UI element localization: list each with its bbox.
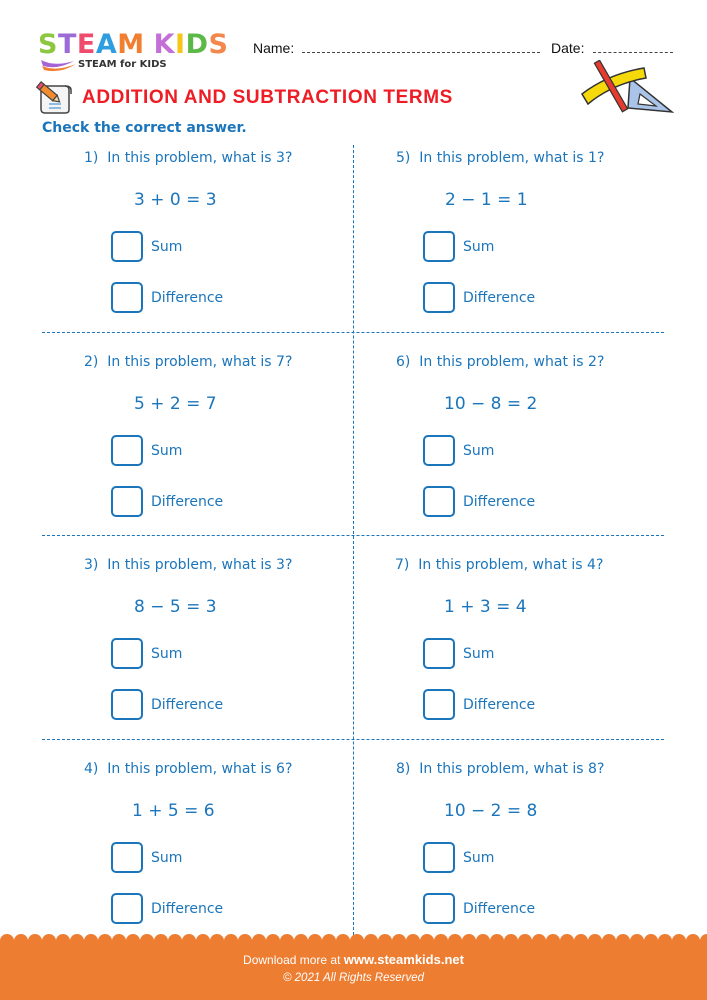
checkbox[interactable] [111, 486, 143, 517]
checkbox[interactable] [423, 893, 455, 924]
option-label: Sum [463, 442, 495, 459]
footer-bar [0, 940, 707, 1000]
worksheet-title: ADDITION AND SUBTRACTION TERMS [82, 87, 453, 108]
logo-letter: S [208, 29, 229, 60]
checkbox[interactable] [111, 282, 143, 313]
checkbox[interactable] [111, 842, 143, 873]
logo-letter: E [76, 29, 96, 60]
option-label: Sum [463, 849, 495, 866]
steam-kids-logo [38, 30, 238, 72]
logo-letter: D [185, 29, 209, 60]
checkbox[interactable] [423, 486, 455, 517]
date-label: Date: [551, 40, 585, 56]
question: 3) In this problem, what is 3? [84, 557, 293, 573]
logo-tagline: STEAM for KIDS [78, 59, 167, 70]
checkbox[interactable] [423, 842, 455, 873]
logo-swoosh-icon [40, 57, 80, 73]
option-label: Difference [151, 900, 224, 917]
option-difference[interactable] [423, 486, 535, 517]
question: 2) In this problem, what is 7? [84, 354, 293, 370]
option-label: Difference [463, 696, 536, 713]
option-difference[interactable] [423, 282, 535, 313]
equation: 10 − 8 = 2 [444, 394, 538, 414]
problem-3 [42, 552, 342, 752]
option-sum[interactable] [423, 435, 494, 466]
option-label: Sum [151, 442, 183, 459]
option-sum[interactable] [423, 231, 494, 262]
footer-download-text: Download more at www.steamkids.net [243, 952, 464, 967]
checkbox[interactable] [423, 689, 455, 720]
checkbox[interactable] [111, 689, 143, 720]
option-sum[interactable] [423, 842, 494, 873]
equation: 1 + 5 = 6 [132, 801, 215, 821]
problem-6 [353, 349, 653, 549]
checkbox[interactable] [111, 231, 143, 262]
equation: 5 + 2 = 7 [134, 394, 217, 414]
checkbox[interactable] [111, 638, 143, 669]
option-label: Difference [151, 493, 224, 510]
equation: 10 − 2 = 8 [444, 801, 538, 821]
checkbox[interactable] [111, 435, 143, 466]
option-difference[interactable] [111, 893, 223, 924]
option-label: Difference [151, 289, 224, 306]
logo-letter: T [57, 29, 77, 60]
logo-letter: M [117, 29, 145, 60]
checkbox[interactable] [423, 231, 455, 262]
option-label: Difference [463, 493, 536, 510]
footer-copyright: © 2021 All Rights Reserved [282, 972, 424, 984]
option-label: Sum [463, 645, 495, 662]
option-label: Difference [463, 900, 536, 917]
option-label: Difference [463, 289, 536, 306]
website-link[interactable]: www.steamkids.net [343, 952, 464, 967]
logo-wordmark [38, 30, 228, 60]
equation: 8 − 5 = 3 [134, 597, 217, 617]
logo-letter: I [175, 29, 186, 60]
option-difference[interactable] [111, 689, 223, 720]
option-label: Sum [151, 849, 183, 866]
equation: 3 + 0 = 3 [134, 190, 217, 210]
logo-letter: K [153, 29, 176, 60]
problem-1 [42, 145, 342, 345]
checkbox[interactable] [111, 893, 143, 924]
problem-5 [353, 145, 653, 345]
question: 4) In this problem, what is 6? [84, 761, 293, 777]
option-label: Difference [151, 696, 224, 713]
name-label: Name: [253, 40, 295, 56]
problem-8 [353, 756, 653, 956]
problems-grid [42, 145, 664, 935]
option-sum[interactable] [111, 231, 182, 262]
problem-7 [353, 552, 653, 752]
logo-letter: A [95, 29, 118, 60]
option-label: Sum [151, 238, 183, 255]
checkbox[interactable] [423, 435, 455, 466]
equation: 2 − 1 = 1 [445, 190, 528, 210]
instruction-text: Check the correct answer. [42, 120, 247, 136]
ruler-pencil-triangle-icon [578, 60, 674, 116]
question: 7) In this problem, what is 4? [395, 557, 604, 573]
option-difference[interactable] [111, 282, 223, 313]
option-difference[interactable] [423, 893, 535, 924]
worksheet-pencil-icon [35, 80, 75, 116]
option-difference[interactable] [423, 689, 535, 720]
name-input-line[interactable] [302, 52, 540, 53]
option-sum[interactable] [111, 842, 182, 873]
checkbox[interactable] [423, 638, 455, 669]
option-label: Sum [151, 645, 183, 662]
option-label: Sum [463, 238, 495, 255]
option-sum[interactable] [111, 435, 182, 466]
logo-letter: S [38, 29, 58, 60]
option-difference[interactable] [111, 486, 223, 517]
question: 5) In this problem, what is 1? [396, 150, 605, 166]
problem-2 [42, 349, 342, 549]
option-sum[interactable] [423, 638, 494, 669]
problem-4 [42, 756, 342, 956]
question: 8) In this problem, what is 8? [396, 761, 605, 777]
checkbox[interactable] [423, 282, 455, 313]
equation: 1 + 3 = 4 [444, 597, 527, 617]
question: 1) In this problem, what is 3? [84, 150, 293, 166]
date-input-line[interactable] [593, 52, 673, 53]
question: 6) In this problem, what is 2? [396, 354, 605, 370]
option-sum[interactable] [111, 638, 182, 669]
